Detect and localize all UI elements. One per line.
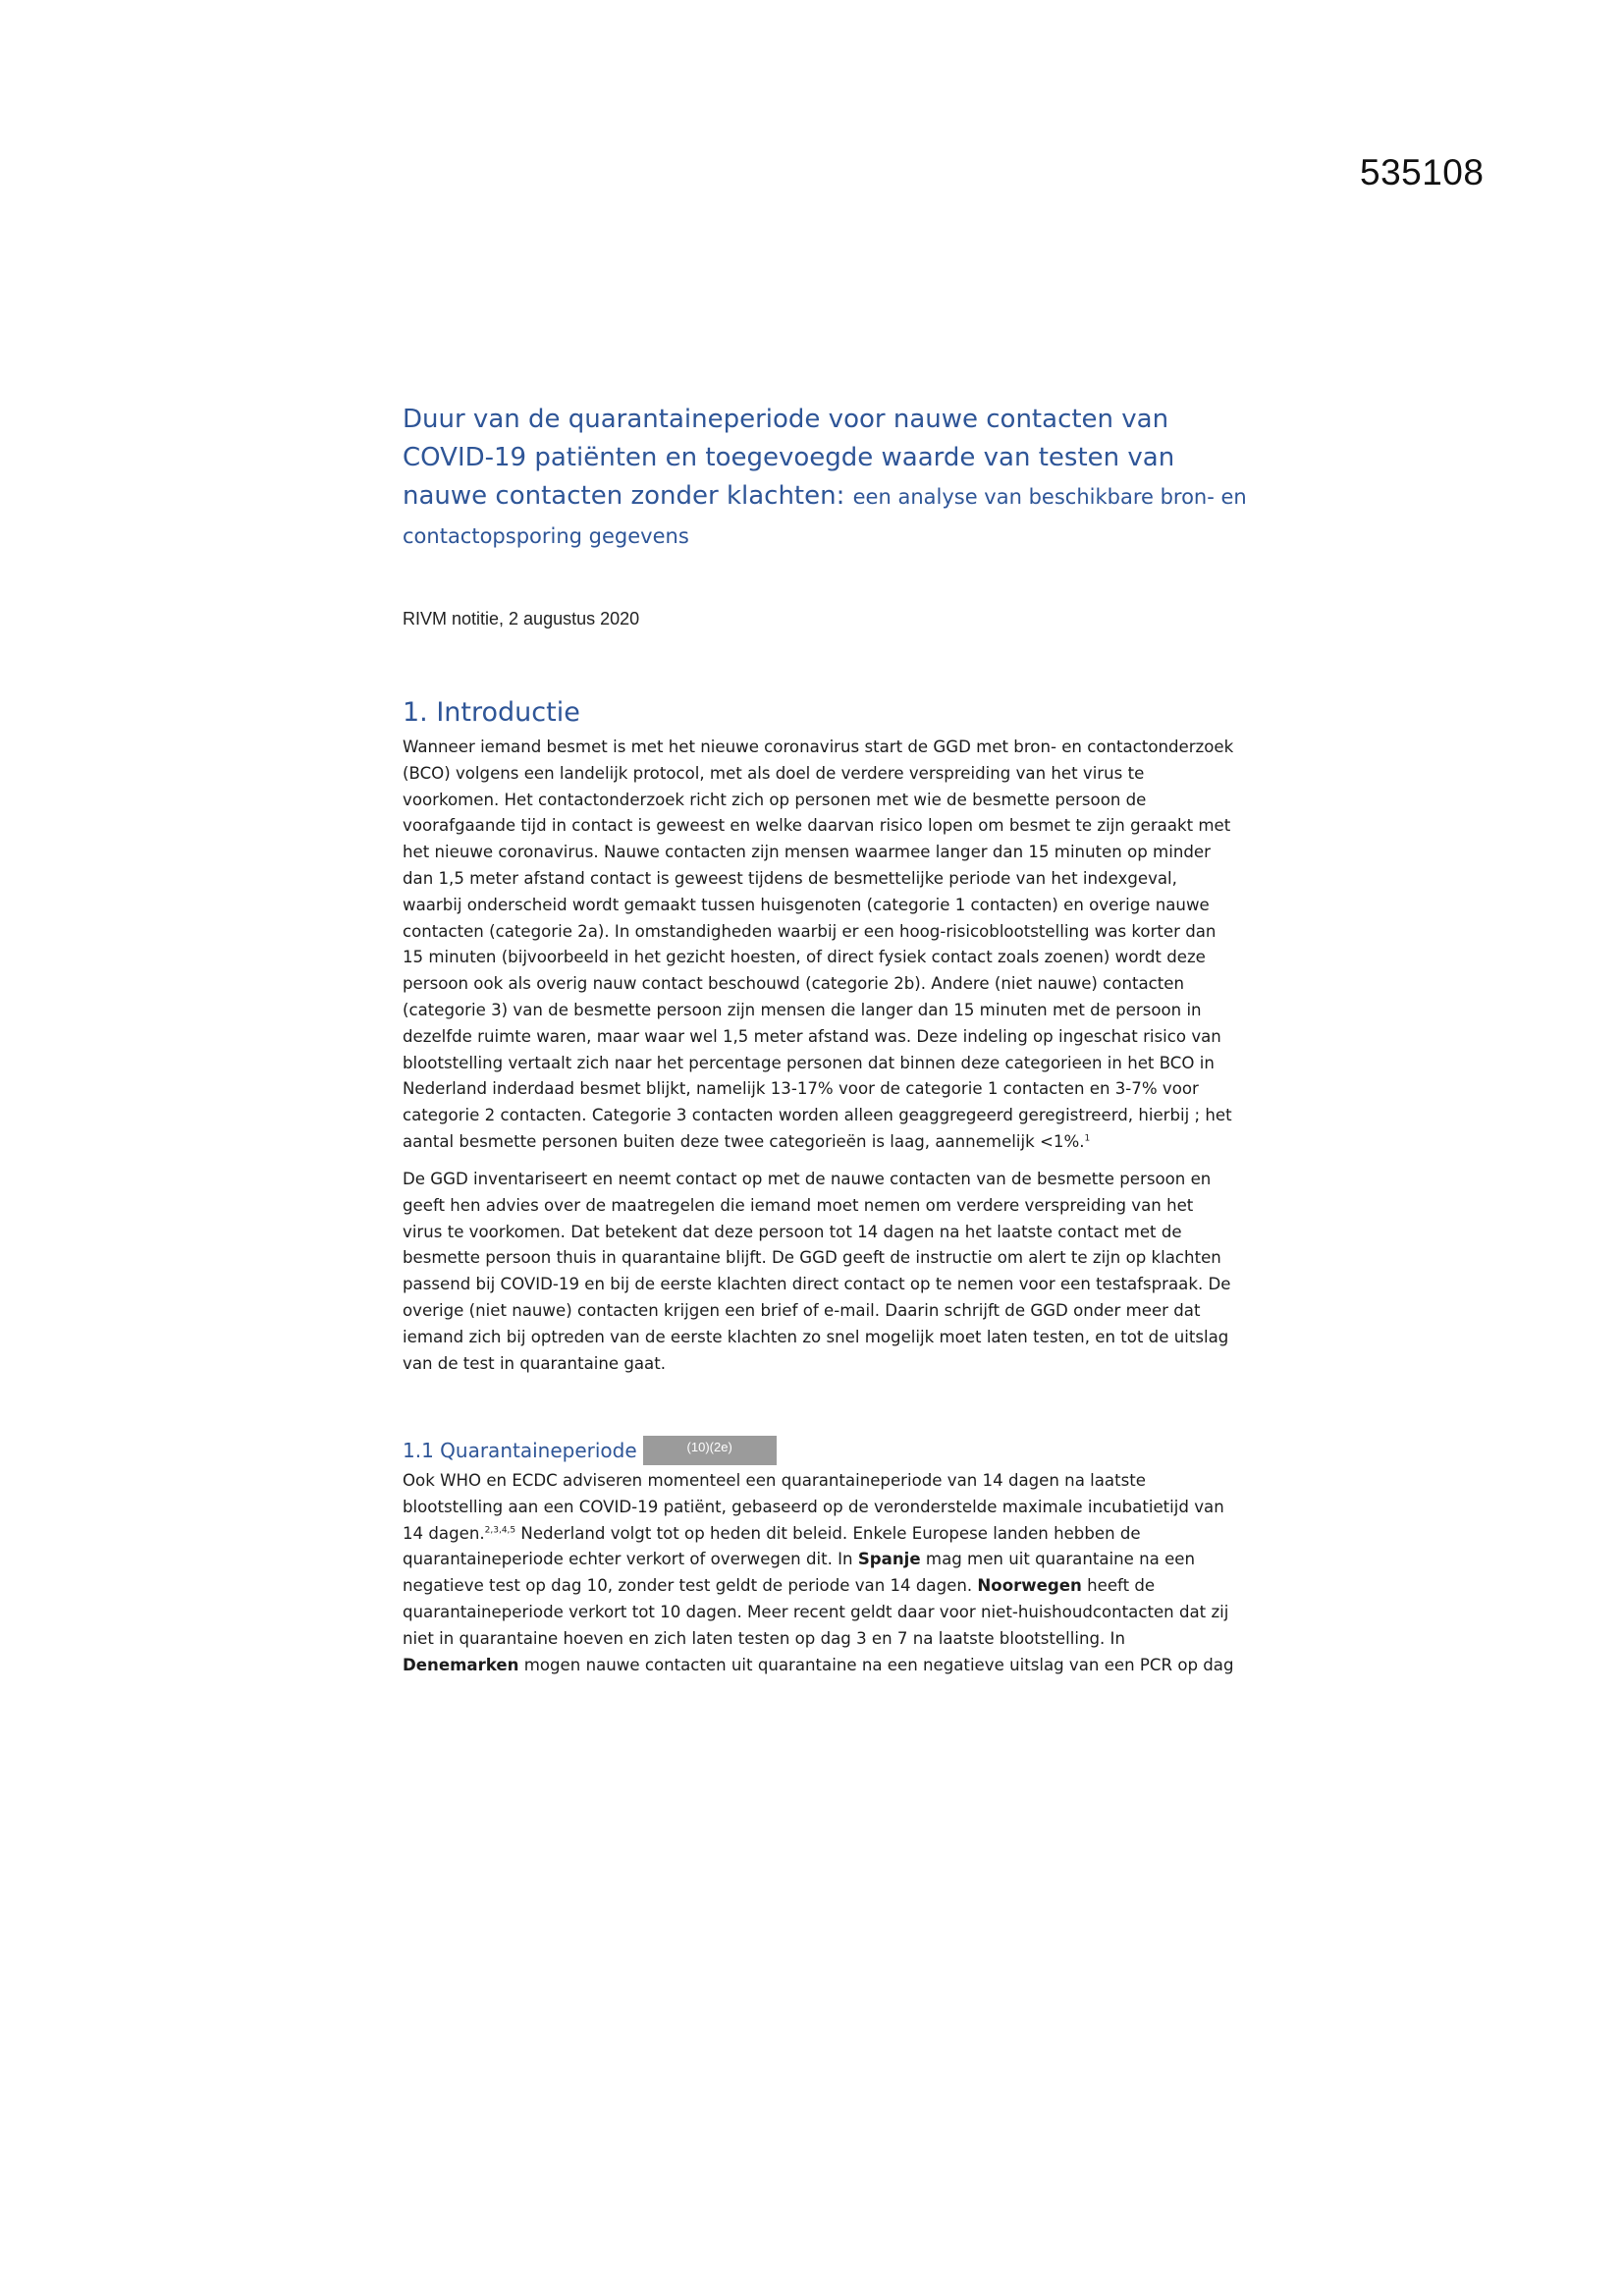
document-number: 535108: [1360, 152, 1485, 192]
redaction-box: (10)(2e): [643, 1436, 777, 1465]
quarantine-paragraph: [403, 1468, 1235, 1678]
country-noorwegen: Noorwegen: [977, 1576, 1082, 1596]
subsection-heading-text: 1.1 Quarantaineperiode: [403, 1439, 637, 1462]
quarantine-text-1: Ook WHO en ECDC adviseren momenteel een quarantaineperiode van 14 dagen na laatste blootstelling aan een COVID-19 patiënt, gebaseerd op de veronderstelde maximale incubatietijd van 14 dagen.: [403, 1471, 1224, 1543]
document-title: [403, 401, 1257, 556]
document-date: RIVM notitie, 2 augustus 2020: [403, 609, 640, 629]
title-main: Duur van de quarantaineperiode voor nauwe contacten van COVID-19 patiënten en toegevoegde waarde van testen van nauwe contacten zonder klachten:: [403, 405, 1175, 511]
quarantine-text-4: heeft de quarantaineperiode verkort tot 10 dagen. Meer recent geldt daar voor niet-huishoudcontacten dat zij niet in quarantaine hoeven en zich laten testen op dag 3 en 7 na laatste blootstelling. In: [403, 1576, 1229, 1648]
quarantine-text-3: mag men uit quarantaine na een negatieve test op dag 10, zonder test geldt de periode van 14 dagen.: [403, 1550, 1196, 1596]
quarantine-text-2: Nederland volgt tot op heden dit beleid. Enkele Europese landen hebben de quarantaineperiode echter verkort of overwegen dit. In: [403, 1523, 1141, 1569]
intro-paragraph-1: [403, 735, 1235, 1156]
section-heading-introductie: 1. Introductie: [403, 697, 580, 728]
quarantine-text-5: mogen nauwe contacten uit quarantaine na een negatieve uitslag van een PCR op dag: [518, 1655, 1234, 1674]
intro-paragraph-2: De GGD inventariseert en neemt contact op met de nauwe contacten van de besmette persoon en geeft hen advies over de maatregelen die iemand moet nemen om verdere verspreiding van het virus te voorkomen. Dat betekent dat deze persoon tot 14 dagen na het laatste contact met de besmette persoon thuis in quarantaine blijft. De GGD geeft de instructie om alert te zijn op klachten passend bij COVID-19 en bij de eerste klachten direct contact op te nemen voor een testafspraak. De overige (niet nauwe) contacten krijgen een brief of e-mail. Daarin schrijft de GGD onder meer dat iemand zich bij optreden van de eerste klachten zo snel mogelijk moet laten testen, en tot de uitslag van de test in quarantaine gaat.: [403, 1170, 1231, 1373]
title-subtitle: een analyse van beschikbare bron- en contactopsporing gegevens: [403, 485, 1247, 548]
country-spanje: Spanje: [857, 1550, 921, 1569]
footnote-ref: 1: [1084, 1133, 1091, 1144]
intro-paragraph-1-text: Wanneer iemand besmet is met het nieuwe coronavirus start de GGD met bron- en contactonderzoek (BCO) volgens een landelijk protocol, met als doel de verdere verspreiding van het virus te voorkomen. Het contactonderzoek richt zich op personen met wie de besmette persoon de voorafgaande tijd in contact is geweest en welke daarvan risico lopen om besmet te zijn geraakt met het nieuwe coronavirus. Nauwe contacten zijn mensen waarmee langer dan 15 minuten op minder dan 1,5 meter afstand contact is geweest tijdens de besmettelijke periode van het indexgeval, waarbij onderscheid wordt gemaakt tussen huisgenoten (categorie 1 contacten) en overige nauwe contacten (categorie 2a). In omstandigheden waarbij er een hoog-risicoblootstelling was korter dan 15 minuten (bijvoorbeeld in het gezicht hoesten, of direct fysiek contact zoals zoenen) wordt deze persoon ook als overig nauw contact beschouwd (categorie 2b). Andere (niet nauwe) contacten (categorie 3) van de besmette persoon zijn mensen die langer dan 15 minuten met de persoon in dezelfde ruimte waren, maar waar wel 1,5 meter afstand was. Deze indeling op ingeschat risico van blootstelling vertaalt zich naar het percentage personen dat binnen deze categorieen in het BCO in Nederland inderdaad besmet blijkt, namelijk 13-17% voor de categorie 1 contacten en 3-7% voor categorie 2 contacten. Categorie 3 contacten worden alleen geaggregeerd geregistreerd, hierbij ; het aantal besmette personen buiten deze twee categorieën is laag, aannemelijk <1%.: [403, 738, 1234, 1151]
country-denemarken: Denemarken: [403, 1655, 519, 1674]
section-heading-quarantaineperiode: [403, 1436, 777, 1465]
footnote-refs: 2,3,4,5: [484, 1525, 516, 1536]
